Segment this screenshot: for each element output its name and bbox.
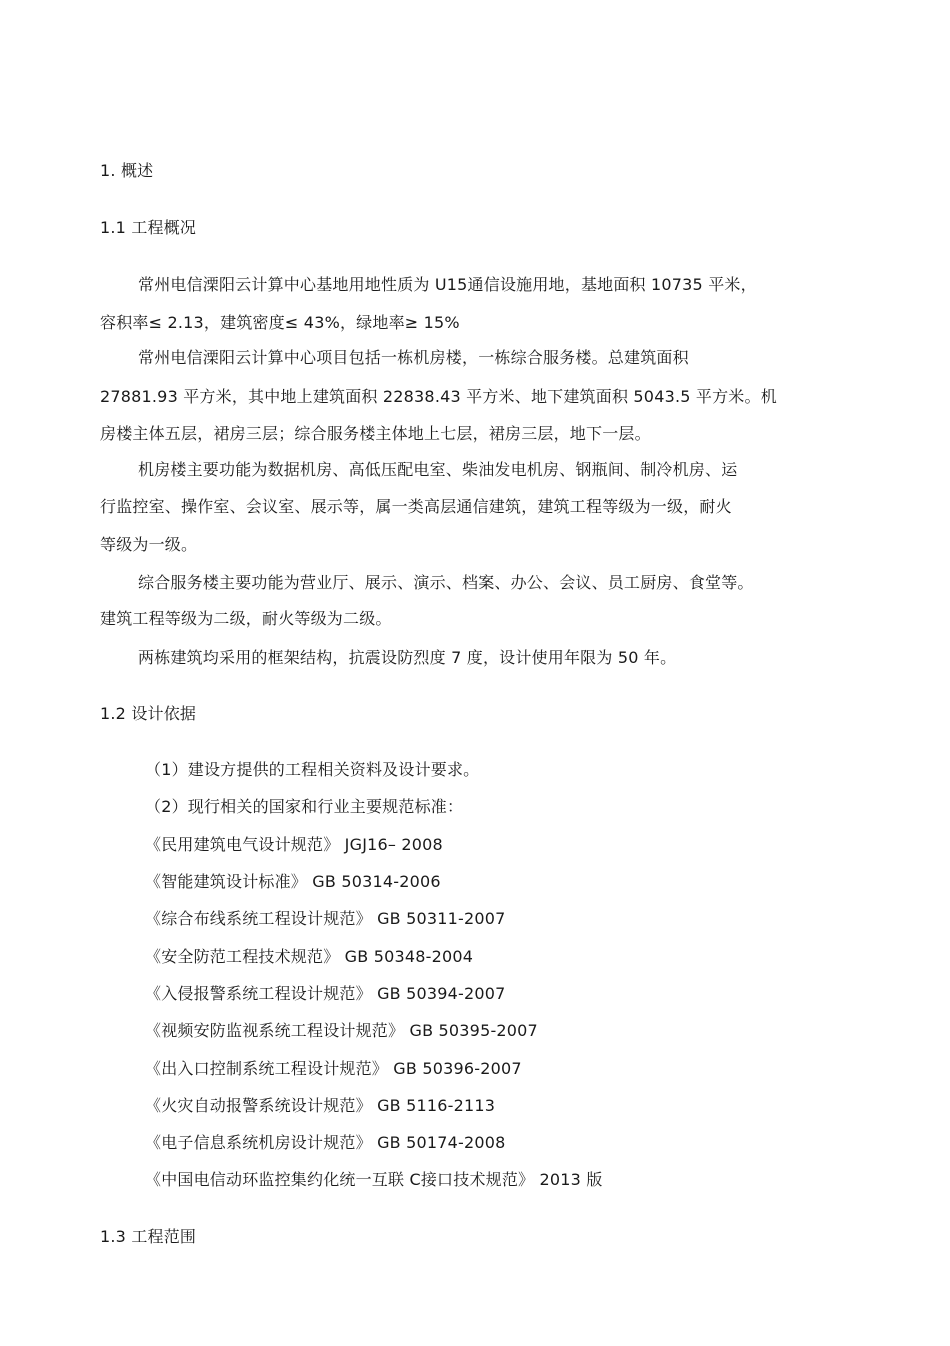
paragraph-line: 建筑工程等级为二级，耐火等级为二级。	[100, 609, 392, 628]
paragraph-line: 容积率≤ 2.13，建筑密度≤ 43%，绿地率≥ 15%	[100, 313, 460, 332]
standard-item: 《入侵报警系统工程设计规范》 GB 50394-2007	[145, 984, 506, 1003]
paragraph-line: 等级为一级。	[100, 535, 198, 554]
standard-item: 《电子信息系统机房设计规范》 GB 50174-2008	[145, 1133, 506, 1152]
paragraph-line: 行监控室、操作室、会议室、展示等，属一类高层通信建筑，建筑工程等级为一级，耐火	[100, 497, 732, 516]
paragraph-line: 机房楼主要功能为数据机房、高低压配电室、柴油发电机房、钢瓶间、制冷机房、运	[138, 460, 738, 479]
standard-item: 《出入口控制系统工程设计规范》 GB 50396-2007	[145, 1059, 522, 1078]
paragraph-line: 房楼主体五层，裙房三层；综合服务楼主体地上七层，裙房三层，地下一层。	[100, 424, 651, 443]
standard-item: 《综合布线系统工程设计规范》 GB 50311-2007	[145, 909, 506, 928]
list-item: （1）建设方提供的工程相关资料及设计要求。	[145, 760, 480, 779]
standard-item: 《安全防范工程技术规范》 GB 50348-2004	[145, 947, 474, 966]
standard-item: 《视频安防监视系统工程设计规范》 GB 50395-2007	[145, 1021, 538, 1040]
heading-1-1: 1.1 工程概况	[100, 218, 197, 237]
paragraph-line: 综合服务楼主要功能为营业厅、展示、演示、档案、办公、会议、员工厨房、食堂等。	[138, 573, 754, 592]
list-item: （2）现行相关的国家和行业主要规范标准：	[145, 797, 464, 816]
standard-item: 《中国电信动环监控集约化统一互联 C接口技术规范》 2013 版	[145, 1170, 603, 1189]
paragraph-line: 常州电信溧阳云计算中心项目包括一栋机房楼，一栋综合服务楼。总建筑面积	[138, 348, 689, 367]
paragraph-line: 两栋建筑均采用的框架结构，抗震设防烈度 7 度，设计使用年限为 50 年。	[138, 648, 677, 667]
standard-item: 《智能建筑设计标准》 GB 50314-2006	[145, 872, 441, 891]
heading-1-2: 1.2 设计依据	[100, 704, 197, 723]
standard-item: 《民用建筑电气设计规范》 JGJ16– 2008	[145, 835, 443, 854]
standard-item: 《火灾自动报警系统设计规范》 GB 5116-2113	[145, 1096, 496, 1115]
paragraph-line: 27881.93 平方米，其中地上建筑面积 22838.43 平方米、地下建筑面积 5043.5 平方米。机	[100, 387, 777, 406]
heading-1: 1. 概述	[100, 161, 154, 180]
heading-1-3: 1.3 工程范围	[100, 1227, 197, 1246]
paragraph-line: 常州电信溧阳云计算中心基地用地性质为 U15通信设施用地，基地面积 10735 平米，	[138, 275, 757, 294]
